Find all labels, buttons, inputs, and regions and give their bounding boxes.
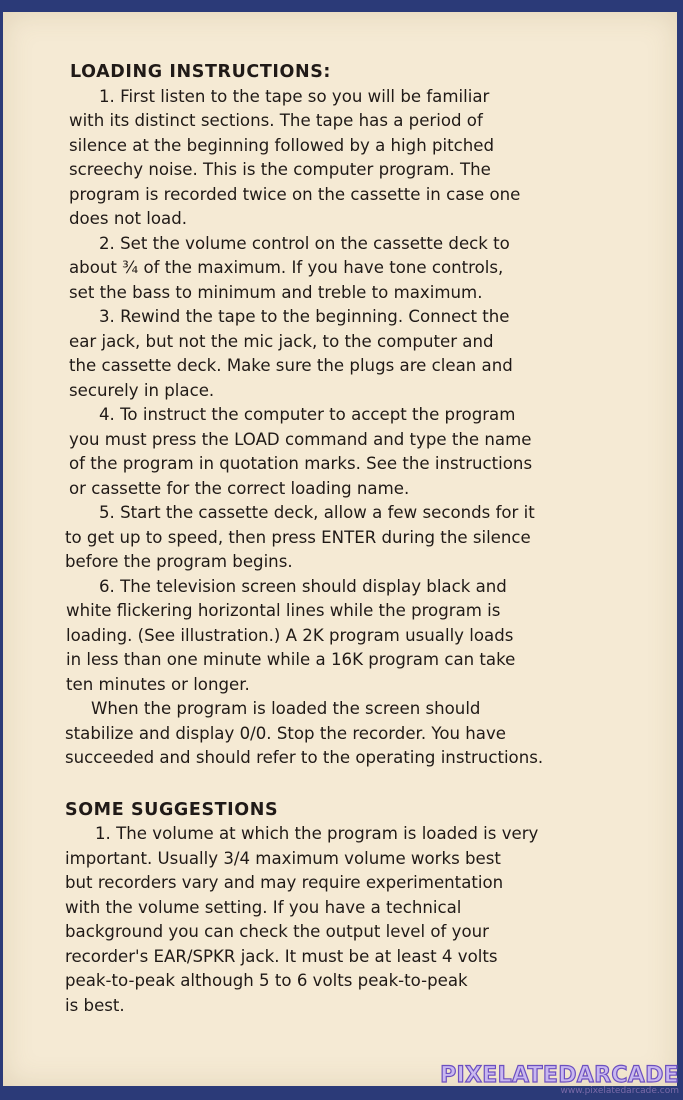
loading-instructions-section [65,60,625,771]
text-line: the cassette deck. Make sure the plugs are clean and [69,356,513,375]
watermark-url: www.pixelatedarcade.com [560,1086,679,1096]
text-line: about ¾ of the maximum. If you have tone controls, [69,258,504,277]
text-line: securely in place. [69,380,215,400]
text-line: 4. To instruct the computer to accept the program [99,405,516,424]
text-line: silence at the beginning followed by a high pitched [69,135,495,155]
section-heading: SOME SUGGESTIONS [65,799,279,820]
instruction-sheet [3,12,677,1086]
text-line: important. Usually 3/4 maximum volume works best [65,848,501,868]
text-line: ear jack, but not the mic jack, to the computer and [69,331,494,351]
text-line: background you can check the output level of your [65,922,489,941]
paragraph-loaded [65,697,625,771]
text-line: 3. Rewind the tape to the beginning. Connect the [99,307,510,326]
paragraph-step-2 [65,232,625,306]
text-line: or cassette for the correct loading name. [69,478,410,498]
text-line: before the program begins. [65,552,293,571]
text-line: set the bass to minimum and treble to maximum. [69,282,483,302]
suggestions-section [65,798,625,1019]
text-line: loading. (See illustration.) A 2K program usually loads [66,625,514,645]
text-line: recorder's EAR/SPKR jack. It must be at least 4 volts [65,946,498,966]
text-line: screechy noise. This is the computer program. The [69,160,491,179]
text-line: but recorders vary and may require experimentation [65,873,504,892]
text-line: 6. The television screen should display black and [99,576,507,596]
watermark-logo-text: PIXELATEDARCADE [440,1063,679,1088]
text-line: program is recorded twice on the cassette in case one [69,184,521,204]
text-line: is best. [65,995,125,1015]
text-line: 1. First listen to the tape so you will be familiar [99,86,490,106]
paragraph-step-1 [65,85,625,232]
text-line: to get up to speed, then press ENTER during the silence [65,527,531,547]
paragraph-step-6 [65,575,625,698]
paragraph-suggestion-1 [65,822,625,1018]
section-heading: LOADING INSTRUCTIONS: [70,62,332,82]
text-line: in less than one minute while a 16K program can take [66,650,516,669]
text-line: succeeded and should refer to the operating instructions. [65,748,544,767]
text-line: does not load. [69,209,188,228]
watermark [440,1064,679,1096]
paragraph-step-5 [65,501,625,575]
text-line: with its distinct sections. The tape has a period of [69,111,483,130]
paragraph-step-3 [65,305,625,403]
text-line: 5. Start the cassette deck, allow a few seconds for it [99,503,535,522]
text-line: ten minutes or longer. [66,674,250,694]
text-line: stabilize and display 0/0. Stop the recorder. You have [65,723,506,743]
text-line: 1. The volume at which the program is loaded is very [95,824,539,843]
text-line: with the volume setting. If you have a technical [65,897,462,917]
text-line: of the program in quotation marks. See the instructions [69,454,533,473]
document-content [65,60,625,1018]
text-line: 2. Set the volume control on the cassette deck to [99,233,510,253]
text-line: When the program is loaded the screen should [91,699,481,718]
text-line: peak-to-peak although 5 to 6 volts peak-to-peak [65,971,468,990]
text-line: white flickering horizontal lines while the program is [66,601,501,620]
text-line: you must press the LOAD command and type the name [69,429,532,449]
paragraph-step-4 [65,403,625,501]
